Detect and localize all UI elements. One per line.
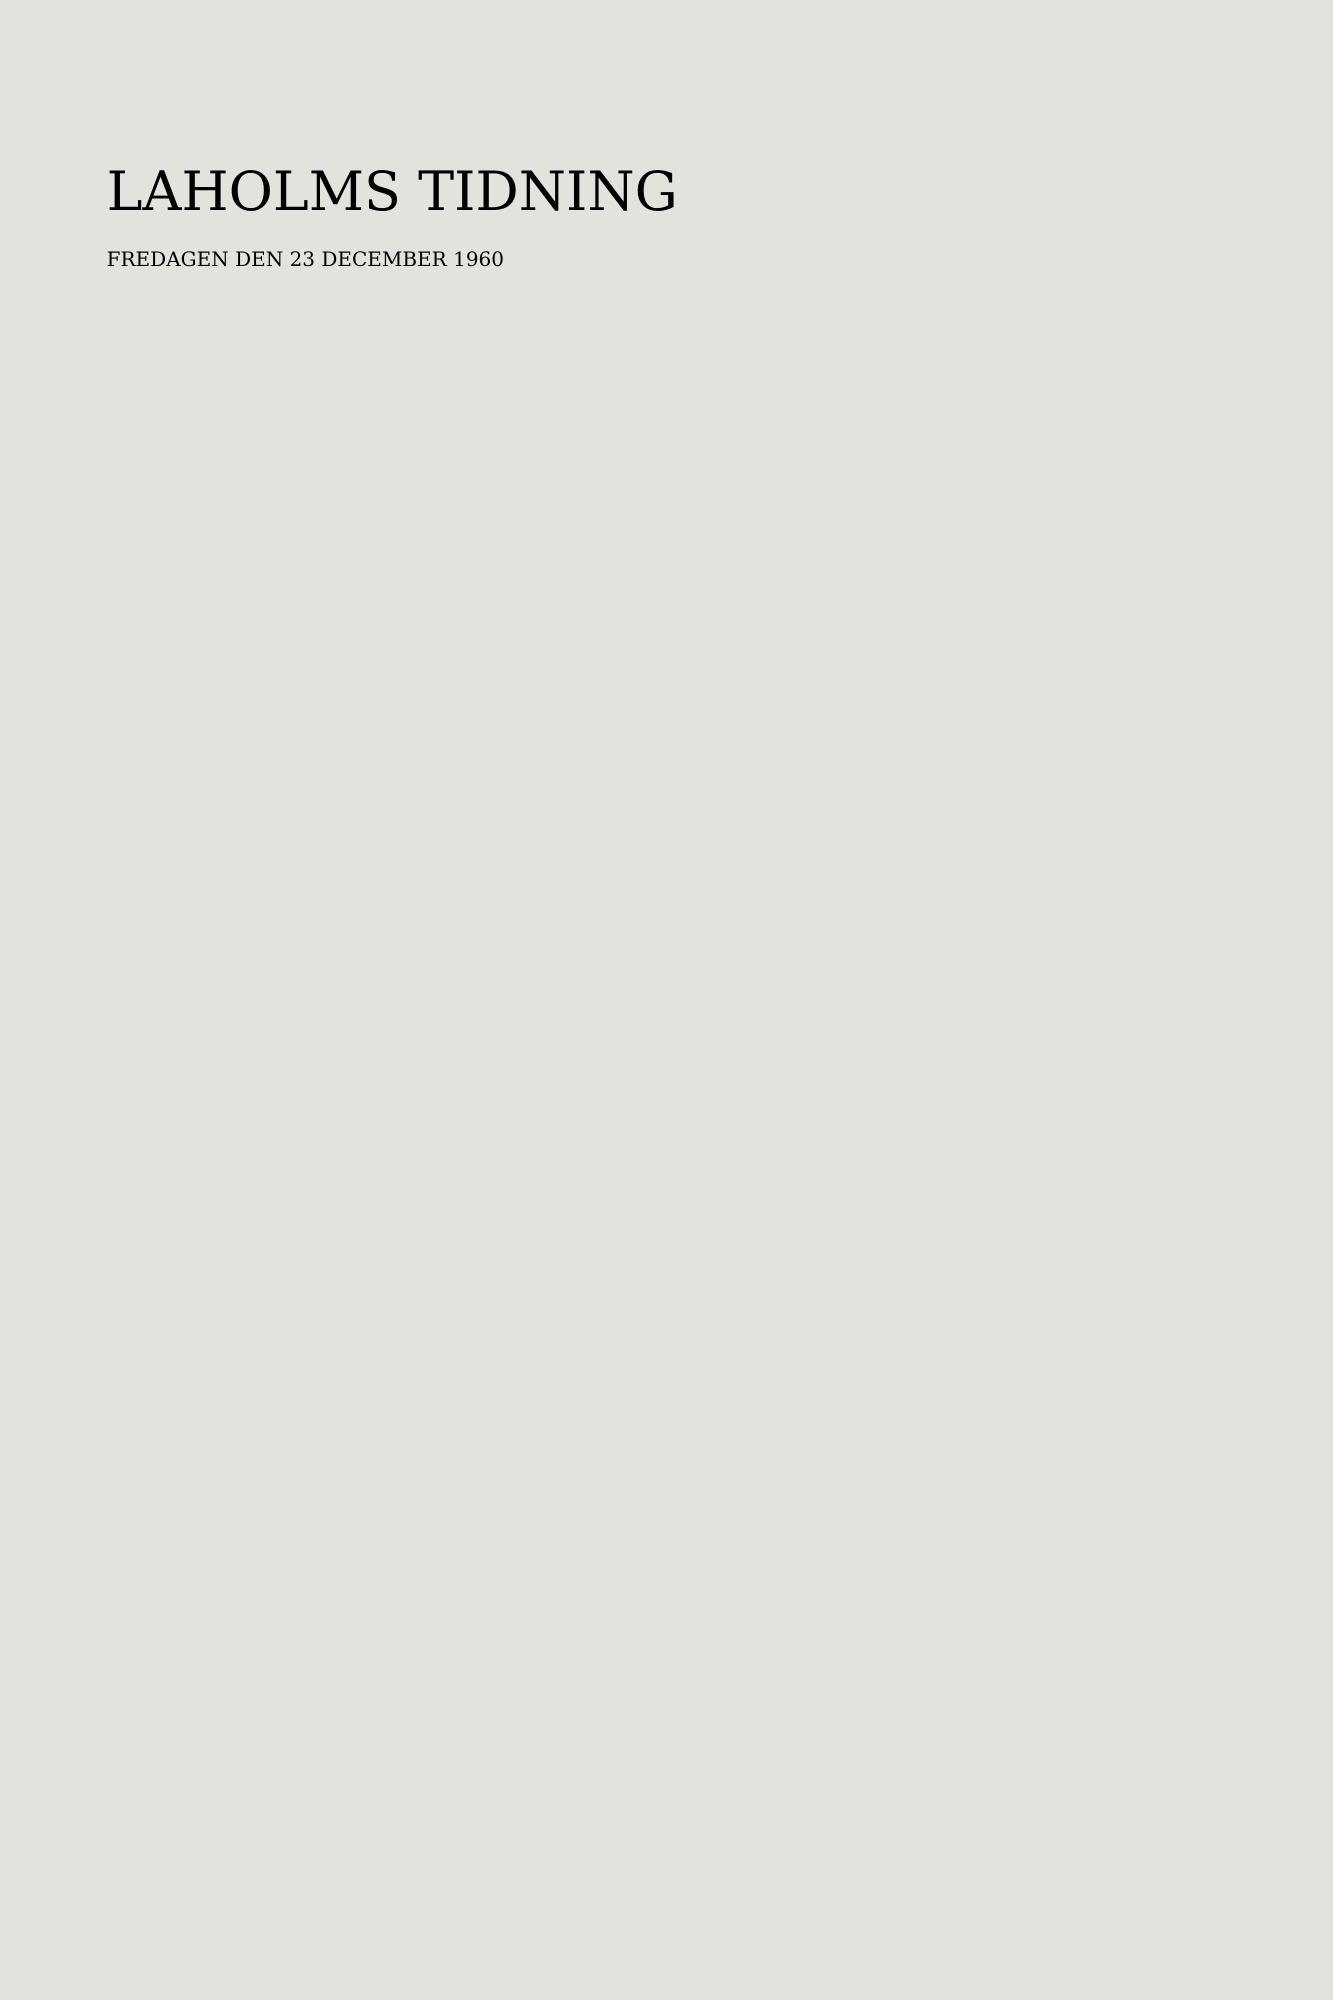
masthead-title: LAHOLMS TIDNING	[106, 160, 678, 223]
issue-date: FREDAGEN DEN 23 DECEMBER 1960	[106, 247, 504, 271]
front-page	[107, 160, 1227, 271]
